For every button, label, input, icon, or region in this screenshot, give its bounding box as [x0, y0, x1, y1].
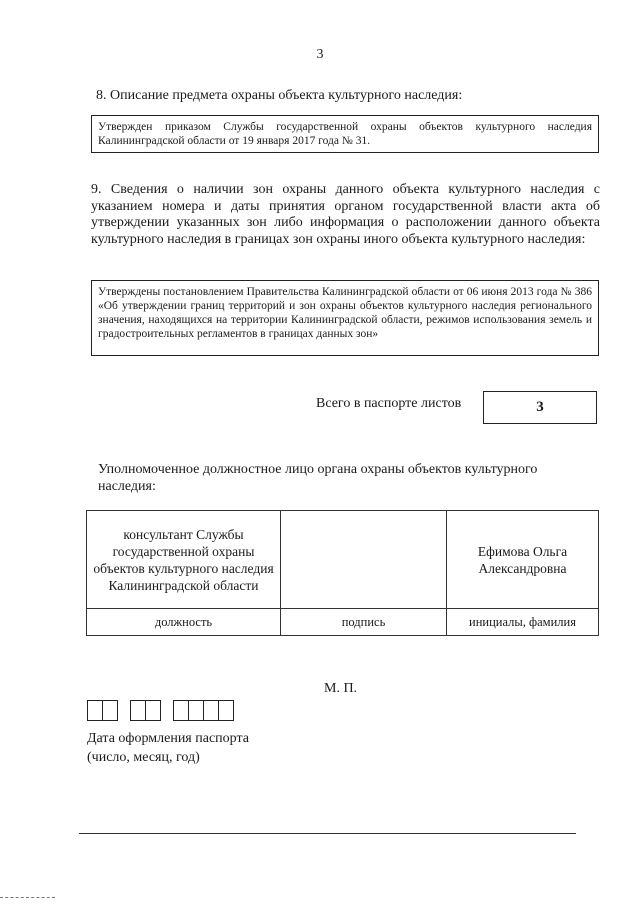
date-label-line1: Дата оформления паспорта: [87, 731, 249, 746]
position-cell: консультант Службы государственной охраны объектов культурного наследия Калининградской области: [87, 511, 281, 609]
day-digit-box: [87, 700, 103, 721]
page-number: 3: [316, 47, 324, 62]
section8-box: [91, 115, 599, 153]
signature-cell: [281, 511, 447, 609]
date-cells: [87, 700, 246, 721]
month-digit-box: [145, 700, 161, 721]
caption-position: должность: [87, 609, 281, 636]
year-cells: [173, 700, 234, 721]
section9-box-text: Утверждены постановлением Правительства Калининградской области от 06 июня 2013 года № 386 «Об утверждении границ территорий и зон охраны объектов культурного наследия регионального значения, находящихся на территории Калининградской области, режимов использования земель и градостроительных регламентов в границах данных зон»: [98, 286, 592, 340]
month-cells: [130, 700, 161, 721]
date-label: [87, 729, 249, 767]
caption-row: [87, 609, 599, 636]
day-cells: [87, 700, 118, 721]
section9-heading: 9. Сведения о наличии зон охраны данного объекта культурного наследия с указанием номера и даты принятия органом государственной власти акта об утверждении указанных зон либо информация о расположении данного объекта культурного наследия в границах зон охраны иного объекта культурного наследия:: [91, 182, 600, 247]
name-cell: Ефимова Ольга Александровна: [447, 511, 599, 609]
caption-name: инициалы, фамилия: [447, 609, 599, 636]
day-digit-box: [102, 700, 118, 721]
year-digit-box: [218, 700, 234, 721]
stamp-placeholder: М. П.: [324, 681, 358, 696]
month-digit-box: [130, 700, 146, 721]
year-digit-box: [173, 700, 189, 721]
total-sheets-value: 3: [536, 399, 544, 415]
signature-table: [86, 510, 599, 636]
year-digit-box: [203, 700, 219, 721]
total-sheets-label: Всего в паспорте листов: [316, 396, 462, 411]
bottom-divider: [79, 833, 576, 834]
date-label-line2: (число, месяц, год): [87, 750, 200, 765]
section8-box-text: Утвержден приказом Службы государственной охраны объектов культурного наследия Калининградской области от 19 января 2017 года № 31.: [98, 121, 592, 147]
year-digit-box: [188, 700, 204, 721]
authorized-heading: Уполномоченное должностное лицо органа охраны объектов культурного наследия:: [98, 462, 538, 494]
section9-box: [91, 280, 599, 356]
total-sheets-box: [483, 391, 597, 424]
caption-signature: подпись: [281, 609, 447, 636]
section8-heading: 8. Описание предмета охраны объекта культурного наследия:: [96, 88, 463, 103]
corner-mark: [0, 897, 55, 898]
signature-row: [87, 511, 599, 609]
